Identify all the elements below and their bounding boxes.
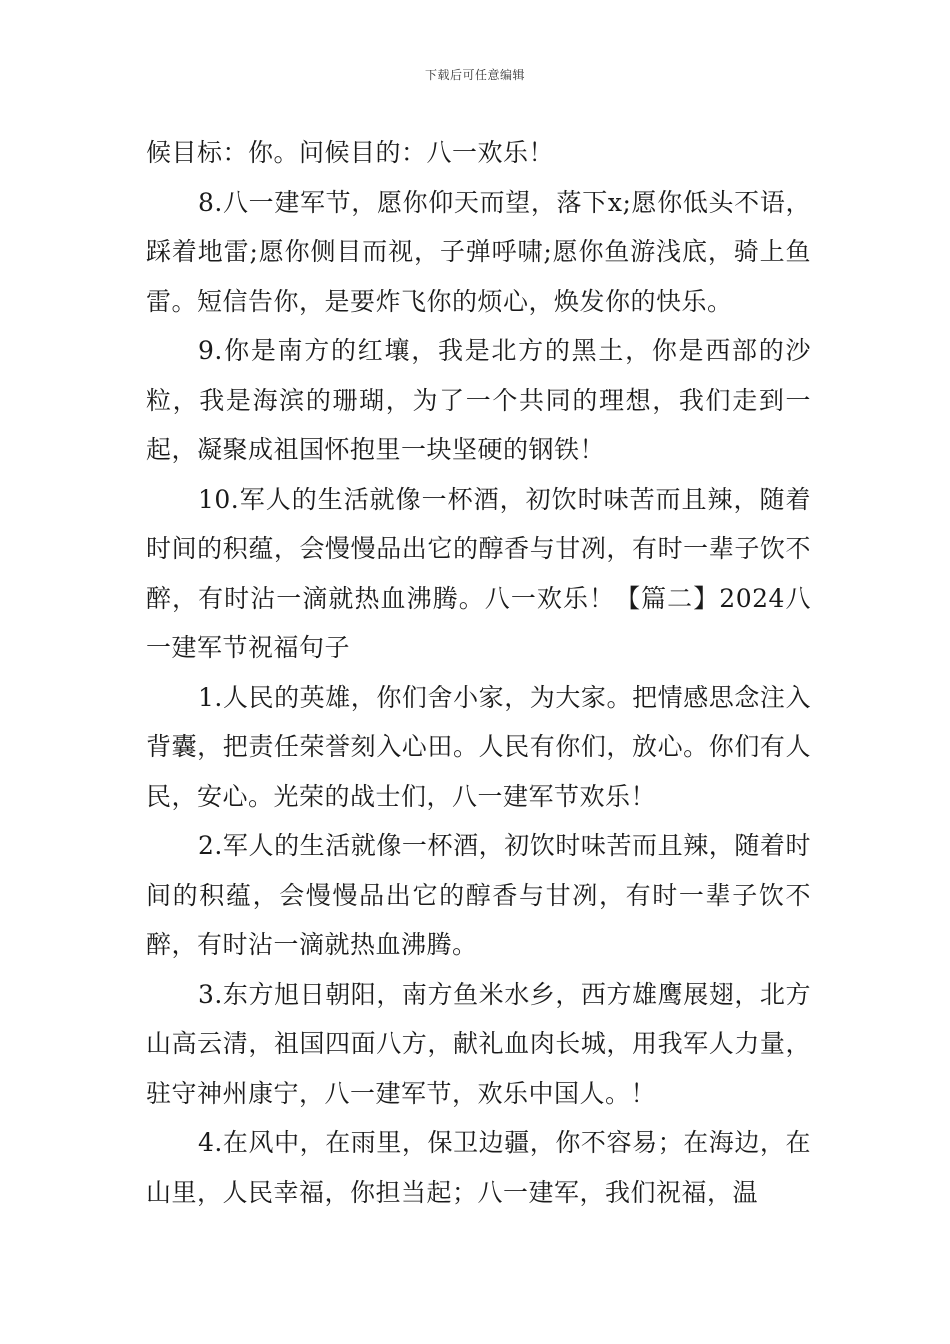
paragraph-section2-item-2: 2.军人的生活就像一杯酒，初饮时味苦而且辣，随着时间的积蕴，会慢慢品出它的醇香与甘冽，有时一辈子饮不醉，有时沾一滴就热血沸腾。 <box>146 831 811 959</box>
paragraph-continuation: 候目标：你。问候目的：八一欢乐！ <box>146 138 555 167</box>
document-body <box>146 128 811 1217</box>
paragraph-section2-item-1: 1.人民的英雄，你们舍小家，为大家。把情感思念注入背囊，把责任荣誉刻入心田。人民有你们，放心。你们有人民，安心。光荣的战士们，八一建军节欢乐！ <box>146 682 811 811</box>
paragraph-section2-item-3: 3.东方旭日朝阳，南方鱼米水乡，西方雄鹰展翅，北方山高云清，祖国四面八方，献礼血肉长城，用我军人力量，驻守神州康宁，八一建军节，欢乐中国人。！ <box>146 979 811 1108</box>
paragraph-item-9: 9.你是南方的红壤，我是北方的黑土，你是西部的沙粒，我是海滨的珊瑚，为了一个共同的理想，我们走到一起，凝聚成祖国怀抱里一块坚硬的钢铁！ <box>146 336 811 464</box>
paragraph-item-10: 10.军人的生活就像一杯酒，初饮时味苦而且辣，随着时间的积蕴，会慢慢品出它的醇香与甘冽，有时一辈子饮不醉，有时沾一滴就热血沸腾。八一欢乐！【篇二】2024八一建军节祝福句子 <box>146 484 811 662</box>
paragraph-item-8: 8.八一建军节，愿你仰天而望，落下x;愿你低头不语，踩着地雷;愿你侧目而视，子弹呼啸;愿你鱼游浅底，骑上鱼雷。短信告你，是要炸飞你的烦心，焕发你的快乐。 <box>146 187 811 316</box>
page-header: 下载后可任意编辑 <box>424 68 525 82</box>
paragraph-section2-item-4: 4.在风中，在雨里，保卫边疆，你不容易；在海边，在山里，人民幸福，你担当起；八一建军，我们祝福，温 <box>146 1128 811 1207</box>
